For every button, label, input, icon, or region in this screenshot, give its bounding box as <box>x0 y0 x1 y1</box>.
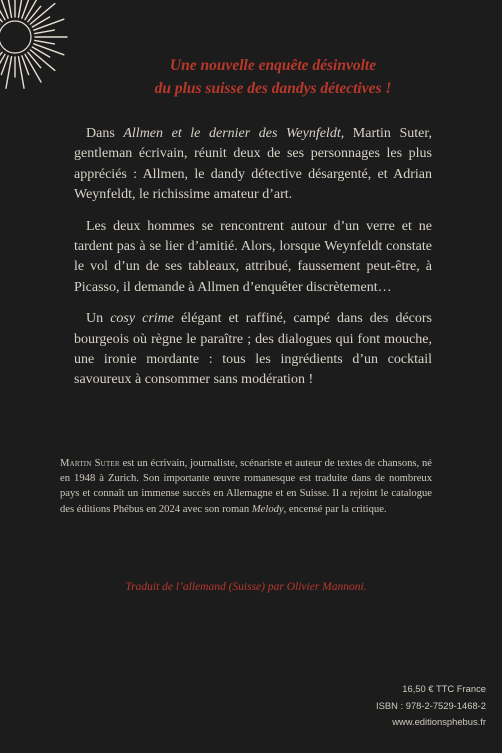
blurb-paragraph-3 <box>74 309 432 391</box>
bio-text-pre: est un écrivain, journaliste, scénariste et auteur de textes de chansons, né en 1948 à Zurich. Son importante œuvre romanesque est traduite dans de nombreux pays et connaît un immense succès en Allemagne et en Suisse. Il a rejoint le catalogue des éditions Phébus en 2024 avec son roman <box>60 458 432 515</box>
blurb-body <box>74 124 432 402</box>
sun-ray <box>35 30 55 33</box>
book-meta <box>376 681 486 731</box>
tagline-line-1: Une nouvelle enquête désinvolte <box>169 57 377 74</box>
author-name: Martin Suter <box>60 458 120 469</box>
publisher-website: www.editionsphebus.fr <box>392 716 486 727</box>
blurb-paragraph-1 <box>74 124 432 206</box>
price: 16,50 € TTC France <box>402 683 486 694</box>
sun-ray <box>34 19 64 30</box>
tagline-line-2: du plus suisse des dandys détectives ! <box>154 80 392 97</box>
sun-ray <box>28 52 41 67</box>
p3-post: élégant et raffiné, campé dans des décors bourgeois où règne le paraître ; des dialogues qui font mouche, une ironie mordante : tous les ingrédients d’un cocktail savoureux à consommer sans modération ! <box>74 311 432 388</box>
sun-ray <box>35 40 55 43</box>
translator-credit: Traduit de l’allemand (Suisse) par Olivier Mannoni. <box>125 581 367 593</box>
p1-post: , Martin Suter, gentleman écrivain, réunit deux de ses personnages les plus appréciés : Allmen, le dandy détective désargenté, et Adrian Weynfeldt, le richissime amateur d’art. <box>74 126 432 203</box>
p1-pre: Dans <box>86 126 124 141</box>
sun-ray <box>34 44 64 55</box>
genre-label: cosy crime <box>110 311 175 327</box>
novel-title: Melody <box>251 503 284 515</box>
sun-ray <box>28 6 41 21</box>
author-bio <box>60 456 432 517</box>
tagline <box>108 54 438 100</box>
blurb-paragraph-2: Les deux hommes se rencontrent autour d’un verre et ne tardent pas à se lier d’amitié. Alors, lorsque Weynfeldt constate le vol d’un de ses tableaux, attribué, faussement peut-être, à Picasso, il demande à Allmen d’enquêter discrètement… <box>74 218 432 295</box>
sun-emblem-icon <box>0 0 70 92</box>
book-title: Allmen et le dernier des Weynfeldt <box>123 126 341 141</box>
bio-text-post: , encensé par la critique. <box>283 503 387 515</box>
p3-pre: Un <box>86 311 111 327</box>
isbn: ISBN : 978-2-7529-1468-2 <box>376 699 486 711</box>
